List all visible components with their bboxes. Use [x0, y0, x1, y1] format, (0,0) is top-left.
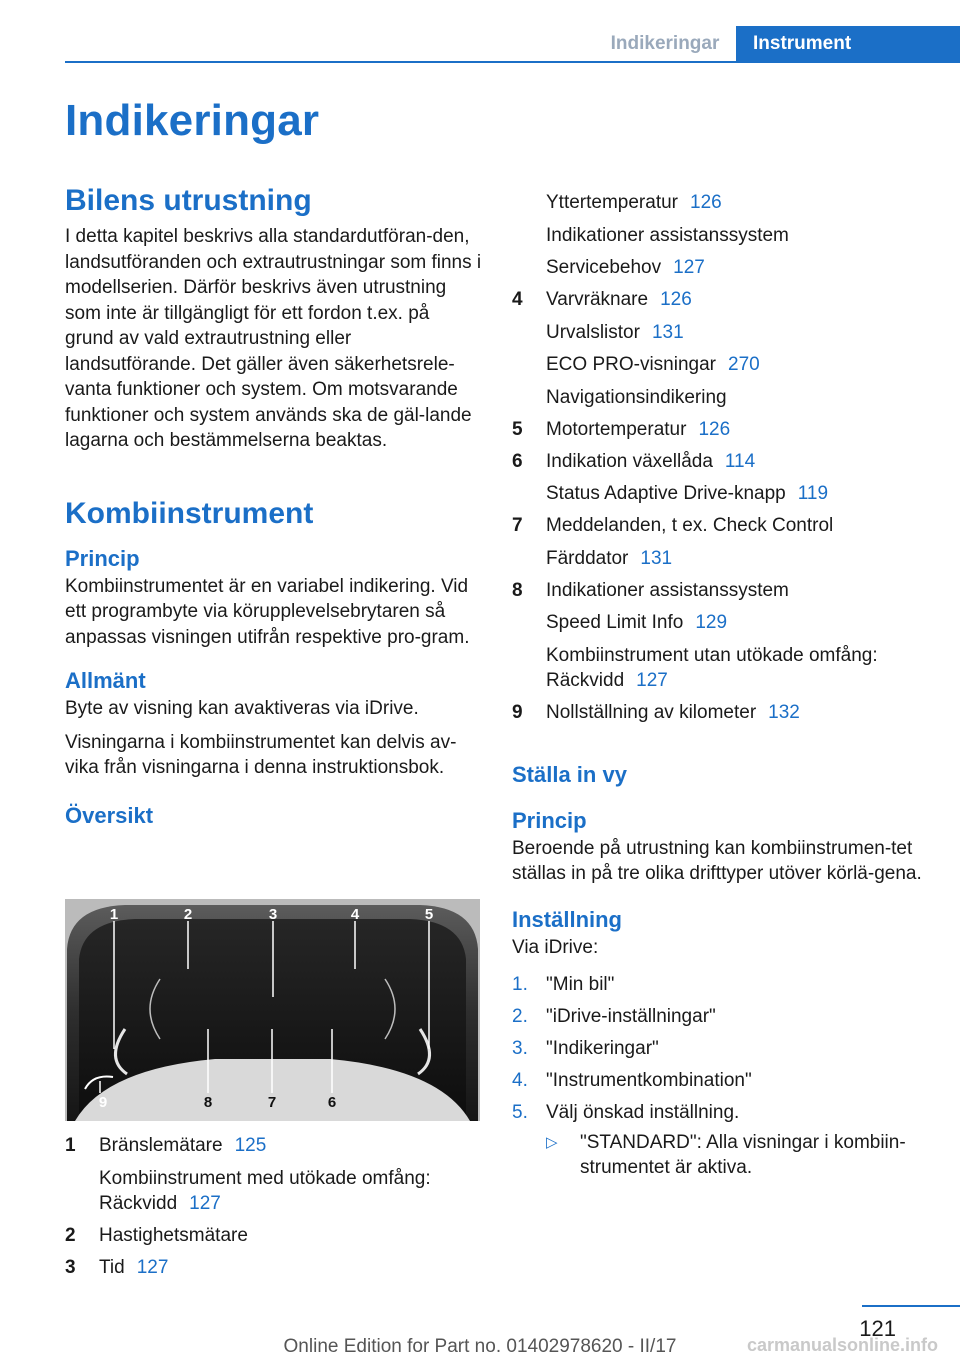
item-text: Färddator [546, 547, 629, 569]
section-title-bilens-utrustning: Bilens utrustning [65, 184, 312, 217]
figure-label-2: 2 [183, 906, 193, 923]
item-line [546, 385, 932, 411]
item-line [99, 1166, 483, 1217]
bullet-text: "STANDARD": Alla visningar i kombiin-strumentet är aktiva. [580, 1131, 906, 1178]
item-line [546, 287, 932, 313]
page-reference-link[interactable]: 114 [724, 450, 756, 472]
page-reference-link[interactable]: 131 [651, 321, 684, 343]
overview-item [512, 287, 932, 410]
item-number: 1 [65, 1135, 76, 1156]
left-column [65, 184, 483, 829]
paragraph-bilens-utrustning: I detta kapitel beskrivs alla standardutföran-den, landsutföranden och extrautrustningar som finns i modellserien. Därför beskrivs även utrustning som inte är tillgängligt för ett fordon t.ex. på grund av vald extrautrustning eller landsutförande. Det gäller även säkerhetsrele-vanta funktioner och system. Om motsvarande funktioner och system används ska de gäl-lande lagarna och bestämmelserna beaktas. [65, 226, 482, 451]
figure-label-5: 5 [424, 906, 434, 923]
paragraph-princip-2: Beroende på utrustning kan kombiinstrumen-tet ställas in på tre olika drifttyper utöver körlä-gena. [512, 837, 922, 884]
item-number: 9 [512, 702, 523, 723]
paragraph-allmant-2: Visningarna i kombiinstrumentet kan delvis av-vika från visningarna i denna instruktionsbok. [65, 731, 457, 778]
section-title-kombiinstrument: Kombiinstrument [65, 496, 314, 530]
item-text: Speed Limit Info [546, 612, 684, 633]
item-number: 7 [512, 515, 523, 536]
overview-item [512, 513, 932, 571]
item-number: 5 [512, 418, 523, 440]
overview-item [512, 700, 932, 726]
subtitle-oversikt: Översikt [65, 802, 154, 828]
item-line [546, 513, 932, 539]
item-line [546, 546, 932, 572]
item-line [546, 320, 932, 346]
step-text: Välj önskad inställning. [546, 1102, 740, 1123]
page-reference-link[interactable]: 270 [728, 354, 760, 375]
item-line [546, 578, 932, 604]
subtitle-stalla-in-vy: Ställa in vy [512, 761, 627, 787]
item-text: ECO PRO-visningar [546, 354, 716, 375]
paragraph-princip: Kombiinstrumentet är en variabel indikering. Vid ett programbyte via körupplevelsebrytaren så anpassas visningen utifrån respektive pro-gram. [65, 575, 470, 648]
step-item [512, 1100, 932, 1181]
item-line [99, 1133, 483, 1159]
item-text: Indikationer assistanssystem [546, 579, 789, 601]
overview-item [512, 449, 932, 507]
item-line [546, 643, 932, 694]
bullet-list [546, 1130, 932, 1181]
triangle-bullet-icon: ▷ [546, 1133, 558, 1151]
figure-label-8: 8 [203, 1094, 213, 1111]
subtitle-allmant: Allmänt [65, 668, 146, 693]
page-reference-link[interactable]: 129 [695, 612, 728, 633]
item-text: Yttertemperatur [546, 192, 678, 213]
item-line [546, 449, 932, 475]
item-text: Urvalslistor [546, 321, 640, 343]
header-tab-instrument[interactable]: Instrument [736, 26, 960, 61]
step-item [512, 1004, 932, 1030]
page-reference-link[interactable]: 126 [690, 192, 722, 213]
item-line [546, 417, 932, 443]
figure-label-6: 6 [327, 1094, 337, 1111]
figure-label-1: 1 [109, 906, 119, 923]
subtitle-princip: Princip [65, 545, 140, 571]
item-line [546, 352, 932, 378]
step-item [512, 1036, 932, 1062]
page-reference-link[interactable]: 127 [673, 257, 705, 278]
bullet-item [546, 1130, 932, 1181]
overview-list-left [65, 1133, 483, 1287]
item-text: Meddelanden, t ex. Check Control [546, 515, 834, 536]
item-text: Status Adaptive Drive-knapp [546, 483, 786, 504]
page-reference-link[interactable]: 119 [797, 483, 829, 504]
item-number: 8 [512, 579, 523, 601]
page-reference-link[interactable]: 127 [189, 1193, 221, 1214]
figure-label-9: 9 [98, 1094, 108, 1111]
paragraph-allmant-1: Byte av visning kan avaktiveras via iDrive. [65, 698, 419, 719]
page-title: Indikeringar [65, 96, 320, 145]
figure-label-3: 3 [268, 906, 278, 923]
page-reference-link[interactable]: 126 [698, 418, 731, 440]
page-reference-link[interactable]: 131 [640, 547, 673, 569]
page-number: 121 [859, 1316, 896, 1341]
instrument-cluster-figure [65, 899, 480, 1121]
step-item [512, 1068, 932, 1094]
figure-label-4: 4 [350, 906, 360, 923]
header-rule [65, 61, 960, 63]
page-reference-link[interactable]: 125 [234, 1135, 267, 1156]
page-reference-link[interactable]: 127 [636, 670, 668, 691]
overview-item [512, 190, 932, 281]
step-text: "Min bil" [546, 974, 615, 995]
item-line [99, 1223, 483, 1249]
item-text: Kombiinstrument med utökade omfång: Räckvidd [99, 1167, 431, 1214]
edition-note: Online Edition for Part no. 01402978620 - II/17 [283, 1336, 677, 1357]
item-line [99, 1255, 483, 1281]
right-column [512, 190, 932, 1187]
overview-item [512, 578, 932, 694]
step-number: 4. [512, 1070, 528, 1091]
item-text: Motortemperatur [546, 418, 687, 440]
page-reference-link[interactable]: 126 [660, 289, 692, 310]
page-reference-link[interactable]: 132 [768, 702, 800, 723]
subtitle-princip-2: Princip [512, 807, 587, 833]
subtitle-installning: Inställning [512, 906, 622, 932]
footer-rule [862, 1305, 960, 1307]
item-number: 4 [512, 289, 523, 310]
item-text: Varvräknare [546, 289, 649, 310]
header-tab-indikeringar[interactable]: Indikeringar [610, 33, 720, 54]
overview-item [65, 1133, 483, 1217]
item-text: Indikation växellåda [546, 450, 713, 472]
figure-label-7: 7 [267, 1094, 277, 1111]
step-number: 5. [512, 1102, 528, 1123]
item-line [546, 610, 932, 636]
overview-list-right [512, 190, 932, 726]
item-text: Nollställning av kilometer [546, 702, 757, 723]
overview-item [65, 1255, 483, 1281]
step-item [512, 972, 932, 998]
item-text: Hastighetsmätare [99, 1225, 248, 1246]
page-reference-link[interactable]: 127 [136, 1257, 169, 1278]
step-text: "iDrive-inställningar" [546, 1006, 716, 1027]
item-line [546, 481, 932, 507]
item-line [546, 255, 932, 281]
item-line [546, 190, 932, 216]
item-text: Bränslemätare [99, 1135, 223, 1156]
step-text: "Indikeringar" [546, 1038, 659, 1059]
item-text: Navigationsindikering [546, 386, 727, 408]
steps-list [512, 972, 932, 1181]
item-number: 2 [65, 1225, 76, 1246]
item-line [546, 700, 932, 726]
item-line [546, 223, 932, 249]
item-text: Kombiinstrument utan utökade omfång: Räckvidd [546, 644, 878, 691]
item-text: Indikationer assistanssystem [546, 224, 789, 246]
paragraph-via-idrive: Via iDrive: [512, 936, 599, 958]
item-number: 6 [512, 450, 523, 472]
instrument-cluster-illustration [65, 899, 480, 1121]
watermark: carmanualsonline.info [746, 1335, 938, 1355]
item-text: Tid [99, 1257, 125, 1278]
step-number: 2. [512, 1006, 528, 1027]
item-number: 3 [65, 1257, 76, 1278]
step-number: 3. [512, 1038, 528, 1059]
step-text: "Instrumentkombination" [546, 1070, 752, 1091]
item-text: Servicebehov [546, 257, 662, 278]
overview-item [65, 1223, 483, 1249]
overview-item [512, 417, 932, 443]
step-number: 1. [512, 974, 528, 995]
